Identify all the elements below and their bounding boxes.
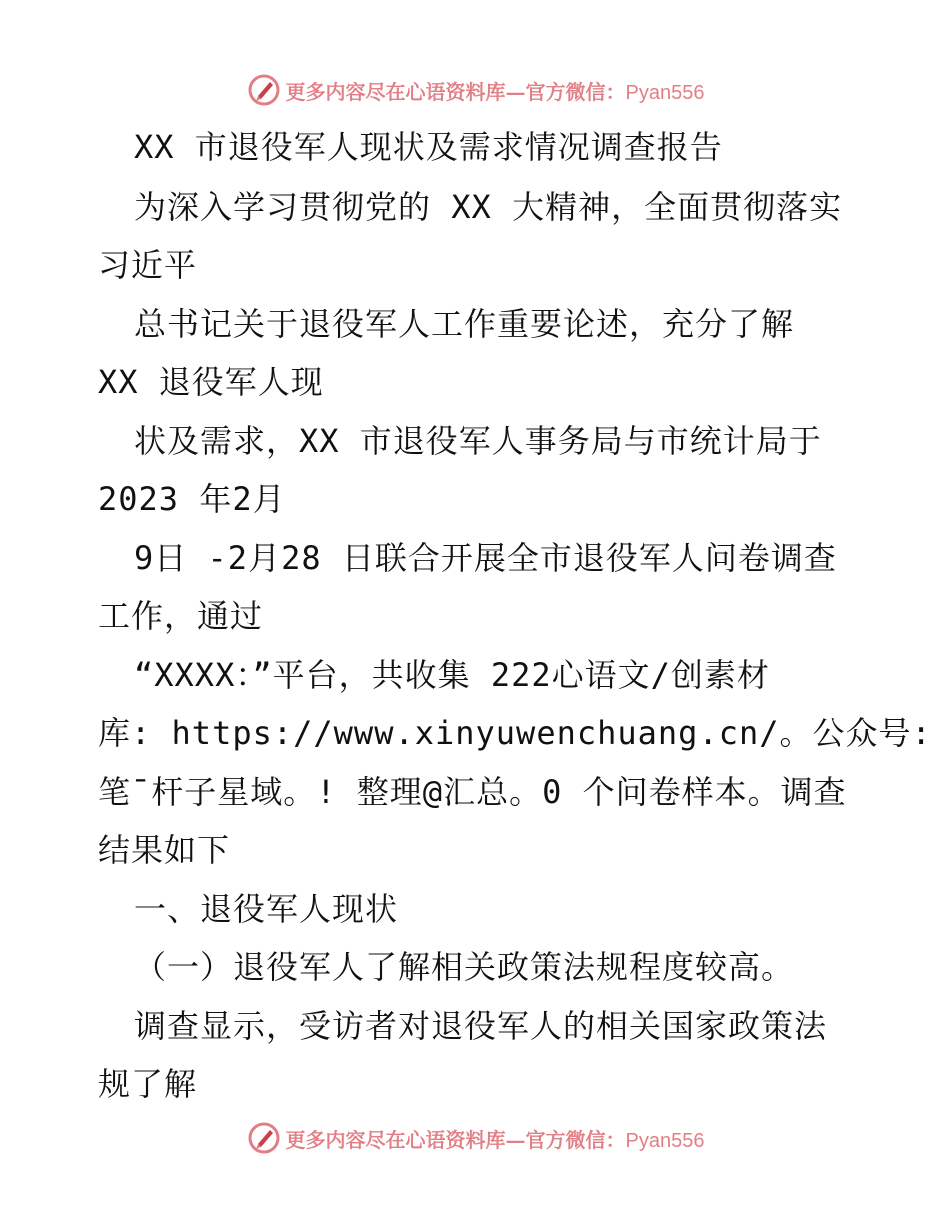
paragraph-line: 笔¯杆子星域。! 整理@汇总。0 个问卷样本。调查 — [98, 773, 847, 811]
paragraph-line: 总书记关于退役军人工作重要论述，充分了解 — [134, 305, 795, 343]
subsection-heading: （一）退役军人了解相关政策法规程度较高。 — [134, 948, 795, 986]
pen-logo-icon — [246, 1120, 282, 1156]
paragraph-line: 2023 年2月 — [98, 480, 286, 518]
paragraph-line: 库: https://www.xinyuwenchuang.cn/。公众号: — [98, 714, 932, 752]
paragraph-line: 状及需求，XX 市退役军人事务局与市统计局于 — [134, 422, 822, 460]
paragraph-line: 结果如下 — [98, 831, 231, 869]
header-banner-text: 更多内容尽在心语资料库—官方微信：Pyan556 — [285, 79, 705, 104]
pen-logo-icon — [246, 72, 282, 108]
paragraph-line: “XXXX：”平台，共收集 222心语文/创素材 — [134, 656, 770, 694]
paragraph-line: 习近平 — [98, 246, 198, 284]
paragraph-line: 调查显示，受访者对退役军人的相关国家政策法 — [134, 1007, 828, 1045]
paragraph-line: 规了解 — [98, 1065, 198, 1103]
paragraph-line: 9日 -2月28 日联合开展全市退役军人问卷调查 — [134, 539, 837, 577]
footer-banner — [0, 1118, 950, 1158]
paragraph-line: 工作，通过 — [98, 597, 264, 635]
footer-banner-handle: Pyan556 — [625, 1129, 705, 1152]
paragraph-line: 为深入学习贯彻党的 XX 大精神，全面贯彻落实 — [134, 188, 843, 226]
paragraph-line: XX 退役军人现 — [98, 363, 324, 401]
section-heading: 一、退役军人现状 — [134, 890, 399, 928]
doc-title: XX 市退役军人现状及需求情况调查报告 — [134, 128, 723, 166]
header-banner-handle: Pyan556 — [625, 81, 705, 104]
header-banner — [0, 70, 950, 110]
footer-banner-text: 更多内容尽在心语资料库—官方微信：Pyan556 — [285, 1127, 705, 1152]
